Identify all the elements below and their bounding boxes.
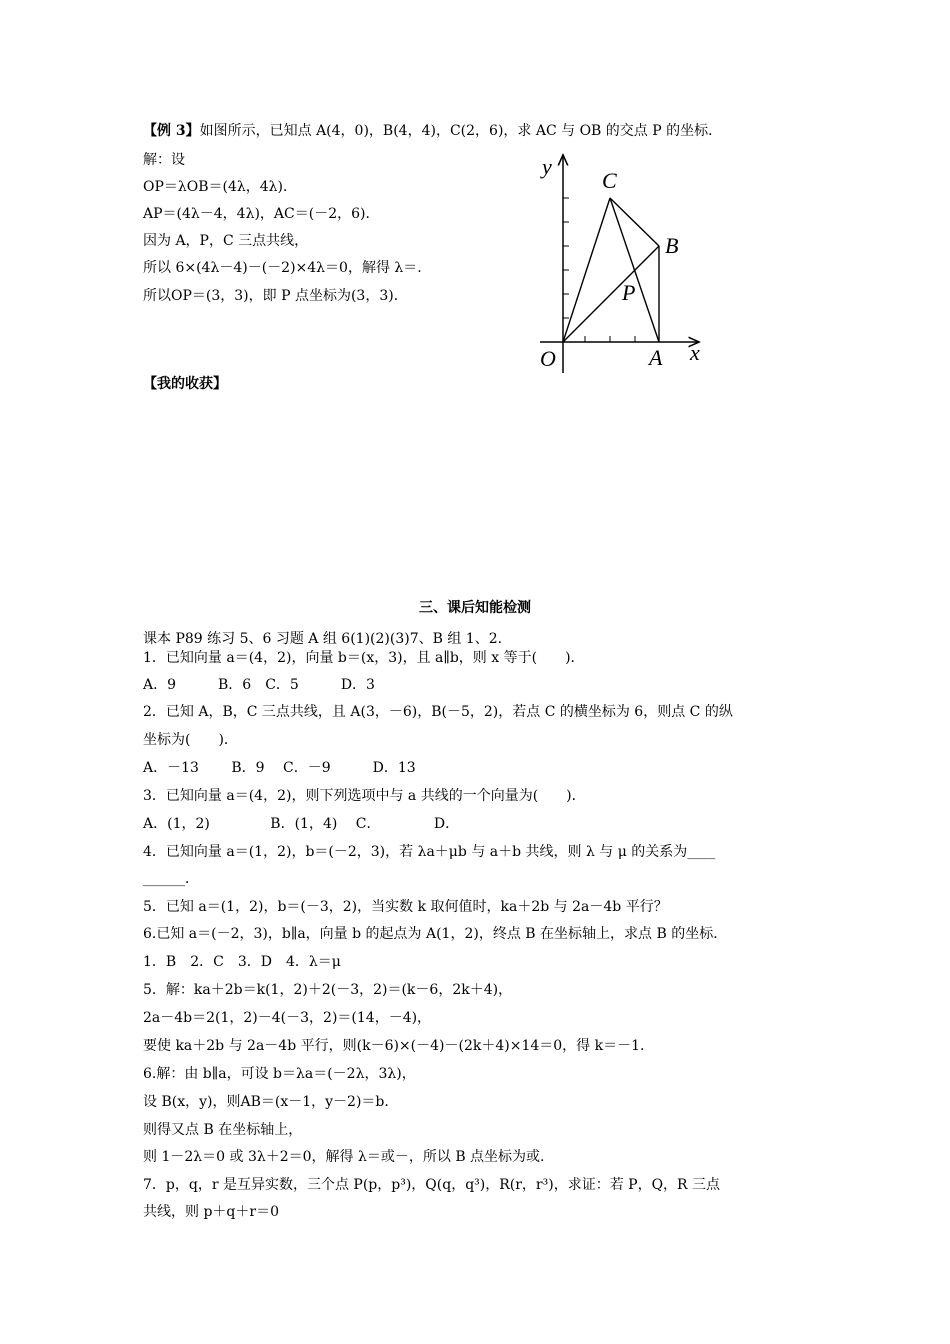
options-line: A．(1，2) B．(1，4) C． D． bbox=[143, 816, 460, 832]
question-line: ______． bbox=[143, 871, 199, 887]
label-O: O bbox=[540, 346, 556, 371]
solution-line: 因为 A，P，C 三点共线， bbox=[143, 233, 309, 249]
solution-line: 所以OP＝(3，3)，即 P 点坐标为(3，3)． bbox=[143, 288, 408, 304]
example-question: 如图所示，已知点 A(4，0)，B(4，4)，C(2，6)，求 AC 与 OB 的交点 P 的坐标． bbox=[199, 123, 723, 139]
question-line: 共线，则 p＋q＋r＝0 bbox=[143, 1204, 279, 1220]
answer-line: 设 B(x，y)，则AB＝(x－1，y－2)＝b. bbox=[143, 1094, 389, 1110]
assignment-line: 课本 P89 练习 5、6 习题 A 组 6(1)(2)(3)7、B 组 1、2. bbox=[143, 631, 503, 647]
question-line: 2．已知 A，B，C 三点共线，且 A(3，－6)，B(－5，2)，若点 C 的横坐标为 6，则点 C 的纵 bbox=[143, 704, 733, 720]
solution-line: OP＝λOB＝(4λ，4λ)． bbox=[143, 179, 298, 195]
options-line: A．－13 B．9 C．－9 D．13 bbox=[143, 760, 416, 776]
question-line: 1．已知向量 a＝(4，2)，向量 b＝(x，3)，且 a∥b，则 x 等于( )． bbox=[143, 650, 585, 666]
y-ticks bbox=[563, 198, 569, 318]
label-C: C bbox=[602, 168, 617, 193]
answer-line: 1．B 2．C 3．D 4．λ＝μ bbox=[143, 954, 341, 970]
question-line: 3．已知向量 a＝(4，2)，则下列选项中与 a 共线的一个向量为( )． bbox=[143, 788, 586, 804]
geometry-figure bbox=[520, 148, 740, 388]
answer-line: 5．解：ka＋2b＝k(1，2)＋2(－3，2)＝(k－6，2k＋4)， bbox=[143, 982, 513, 998]
question-line: 4．已知向量 a＝(1，2)，b＝(－2，3)，若 λa＋μb 与 a＋b 共线，则 λ 与 μ 的关系为____ bbox=[143, 844, 716, 860]
question-line: 7．p，q，r 是互异实数，三个点 P(p，p³)，Q(q，q³)，R(r，r³)，求证：若 P，Q，R 三点 bbox=[143, 1177, 721, 1193]
segment-CB bbox=[610, 198, 659, 246]
answer-line: 则得又点 B 在坐标轴上， bbox=[143, 1122, 303, 1138]
label-P: P bbox=[622, 280, 636, 305]
answer-line: 2a－4b＝2(1，2)－4(－3，2)＝(14，－4)， bbox=[143, 1010, 432, 1026]
example-tag: 【例 3】 bbox=[143, 123, 200, 139]
answer-line: 6.解：由 b∥a，可设 b＝λa＝(－2λ，3λ)， bbox=[143, 1066, 416, 1082]
answer-line: 要使 ka＋2b 与 2a－4b 平行，则(k－6)×(－4)－(2k＋4)×14＝0，得 k＝－1. bbox=[143, 1038, 645, 1054]
segment-OB bbox=[563, 246, 659, 342]
answer-line: 则 1－2λ＝0 或 3λ＋2＝0，解得 λ＝或－，所以 B 点坐标为或. bbox=[143, 1149, 545, 1165]
question-line: 坐标为( )． bbox=[143, 732, 238, 748]
segment-OC bbox=[563, 198, 610, 342]
label-y: y bbox=[542, 154, 552, 179]
label-A: A bbox=[649, 345, 663, 370]
segment-CA bbox=[610, 198, 659, 342]
harvest-title: 【我的收获】 bbox=[143, 376, 227, 392]
label-x: x bbox=[690, 340, 700, 365]
question-line: 6.已知 a＝(－2，3)，b∥a，向量 b 的起点为 A(1，2)，终点 B 在坐标轴上，求点 B 的坐标． bbox=[143, 926, 728, 942]
label-B: B bbox=[665, 233, 679, 258]
section-title: 三、课后知能检测 bbox=[419, 600, 531, 616]
x-ticks bbox=[585, 336, 635, 342]
solution-line: 所以 6×(4λ－4)－(－2)×4λ＝0，解得 λ＝. bbox=[143, 260, 422, 276]
solution-line: 解：设 bbox=[143, 152, 185, 168]
options-line: A．9 B．6 C．5 D．3 bbox=[143, 677, 375, 693]
solution-line: AP＝(4λ－4，4λ)，AC＝(－2，6)． bbox=[143, 206, 380, 222]
example-heading bbox=[143, 121, 722, 141]
question-line: 5．已知 a＝(1，2)，b＝(－3，2)，当实数 k 取何值时，ka＋2b 与 2a－4b 平行？ bbox=[143, 899, 668, 915]
